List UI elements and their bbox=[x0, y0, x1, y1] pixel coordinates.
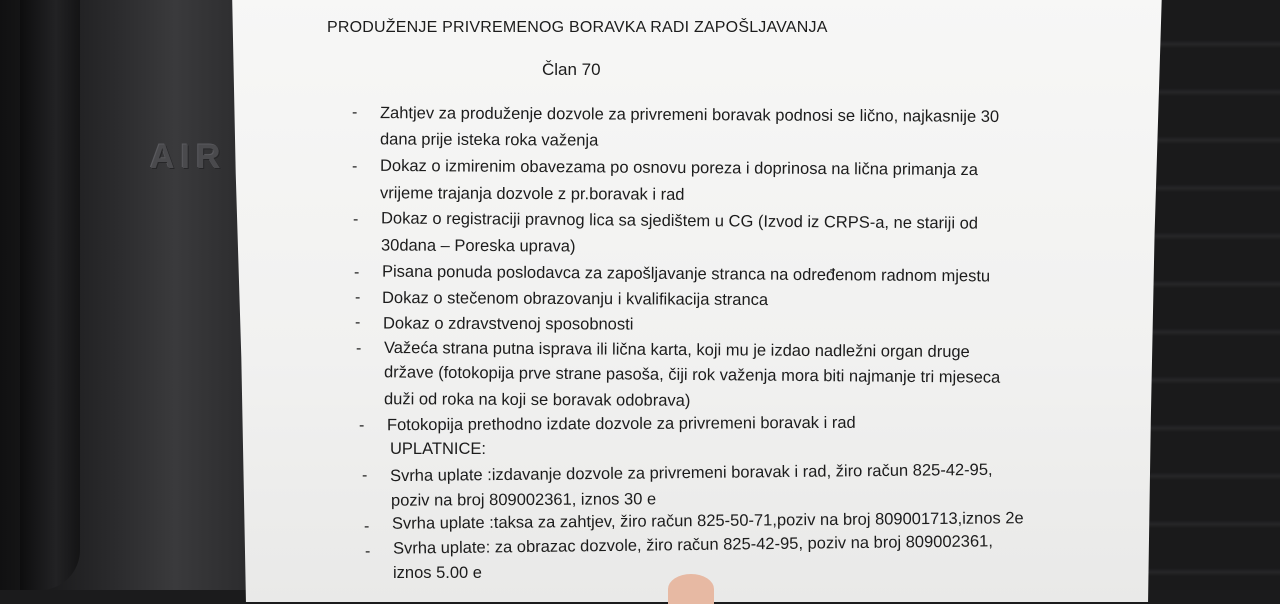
list-item-line: Važeća strana putna isprava ili lična karta, koji mu je izdao nadležni organ druge bbox=[383, 338, 970, 362]
payment-line: Svrha uplate :taksa za zahtjev, žiro račun 825-50-71,poziv na broj 809001713,iznos 2e bbox=[391, 509, 1024, 533]
payment-line: Svrha uplate: za obrazac dozvole, žiro račun 825-42-95, poziv na broj 809002361, bbox=[392, 532, 993, 558]
fingertip bbox=[668, 574, 714, 604]
bullet-dash: - bbox=[355, 289, 361, 306]
payments-heading: UPLATNICE: bbox=[390, 440, 486, 458]
bullet-dash: - bbox=[352, 158, 358, 175]
list-item-line: Dokaz o stečenom obrazovanju i kvalifikacija stranca bbox=[381, 288, 769, 310]
bullet-dash: - bbox=[356, 340, 362, 357]
list-item-line: 30dana – Poreska uprava) bbox=[380, 236, 576, 256]
list-item-line: Zahtjev za produženje dozvole za privremeni boravak podnosi se lično, najkasnije 30 bbox=[379, 104, 1000, 126]
bullet-dash: - bbox=[362, 467, 368, 484]
list-item-line: vrijeme trajanja dozvole z pr.boravak i rad bbox=[379, 184, 685, 204]
list-item-line: Dokaz o izmirenim obavezama po osnovu poreza i doprinosa na lična primanja za bbox=[379, 156, 979, 180]
list-item-line: države (fotokopija prve strane pasoša, čiji rok važenja mora biti najmanje tri mjeseca bbox=[383, 363, 1001, 387]
list-item-line: duži od roka na koji se boravak odobrava) bbox=[383, 390, 691, 410]
list-item-line: Fotokopija prethodno izdate dozvole za privremeni boravak i rad bbox=[386, 413, 856, 435]
document-title: PRODUŽENJE PRIVREMENOG BORAVKA RADI ZAPOŠLJAVANJA bbox=[327, 19, 828, 36]
bullet-dash: - bbox=[364, 518, 370, 535]
list-item-line: Pisana ponuda poslodavca za zapošljavanje stranca na određenom radnom mjestu bbox=[381, 262, 991, 286]
bullet-dash: - bbox=[359, 417, 365, 434]
payment-line: Svrha uplate :izdavanje dozvole za privremeni boravak i rad, žiro račun 825-42-95, bbox=[389, 460, 993, 486]
article-number: Član 70 bbox=[542, 60, 601, 79]
bullet-dash: - bbox=[354, 264, 360, 281]
list-item-line: dana prije isteka roka važenja bbox=[379, 130, 599, 150]
airbag-emboss: AIR bbox=[150, 138, 227, 176]
bullet-dash: - bbox=[355, 314, 361, 331]
payment-line: iznos 5.00 e bbox=[393, 564, 482, 582]
payment-line: poziv na broj 809002361, iznos 30 e bbox=[390, 490, 657, 510]
bullet-dash: - bbox=[352, 104, 358, 121]
bullet-dash: - bbox=[365, 543, 371, 560]
list-item-line: Dokaz o zdravstvenoj sposobnosti bbox=[382, 314, 634, 334]
list-item-line: Dokaz o registraciji pravnog lica sa sjedištem u CG (Izvod iz CRPS-a, ne stariji od bbox=[380, 209, 979, 233]
bullet-dash: - bbox=[353, 211, 359, 228]
